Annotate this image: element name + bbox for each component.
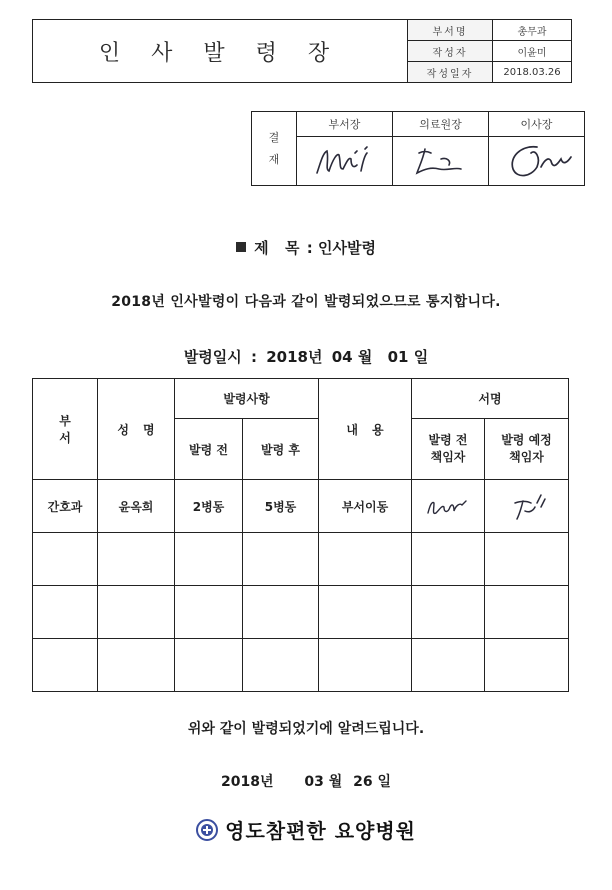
header-sig-before bbox=[412, 419, 485, 480]
effective-month: 04 bbox=[331, 348, 353, 366]
signature-chairman-mark bbox=[491, 139, 583, 183]
row1-content: 부서이동 bbox=[319, 480, 412, 533]
row1-dept: 간호과 bbox=[33, 480, 98, 533]
row2-after bbox=[243, 533, 319, 586]
document-title: 인 사 발 령 장 bbox=[98, 40, 342, 66]
effective-date-line bbox=[0, 346, 612, 367]
approval-heading-top: 결 bbox=[268, 130, 280, 144]
signature-dept-head bbox=[297, 137, 393, 186]
row4-dept bbox=[33, 639, 98, 692]
subject-value: 인사발령 bbox=[317, 239, 376, 257]
header-sig-after-line2: 책임자 bbox=[509, 450, 544, 464]
notice-text: 2018년 인사발령이 다음과 같이 발령되었으므로 통지합니다. bbox=[111, 294, 501, 310]
row2-content bbox=[319, 533, 412, 586]
meta-label-author: 작성자 bbox=[408, 41, 493, 62]
hospital-logo-icon bbox=[196, 819, 218, 841]
personnel-order-table bbox=[32, 378, 569, 692]
header-content: 내용 bbox=[319, 379, 412, 480]
row1-before: 2병동 bbox=[175, 480, 243, 533]
approval-role-dept-head: 부서장 bbox=[297, 112, 393, 137]
row1-sig-after bbox=[485, 480, 569, 533]
row4-sig-before bbox=[412, 639, 485, 692]
meta-label-dept: 부서명 bbox=[408, 20, 493, 41]
issued-date-line bbox=[0, 771, 612, 791]
signature-director-mark bbox=[401, 139, 481, 183]
row4-name bbox=[98, 639, 175, 692]
approval-heading bbox=[252, 112, 297, 186]
document-header bbox=[32, 19, 572, 83]
header-name: 성명 bbox=[98, 379, 175, 480]
signature-dept-head-mark bbox=[305, 139, 385, 183]
hospital-name: 영도참편한 요양병원 bbox=[225, 819, 416, 843]
meta-label-date: 작성일자 bbox=[408, 62, 493, 83]
row4-after bbox=[243, 639, 319, 692]
row2-sig-before bbox=[412, 533, 485, 586]
row3-dept bbox=[33, 586, 98, 639]
header-order: 발령사항 bbox=[175, 379, 319, 419]
row2-dept bbox=[33, 533, 98, 586]
header-sig-after-line1: 발령 예정 bbox=[501, 433, 552, 447]
meta-value-date: 2018.03.26 bbox=[493, 62, 572, 83]
effective-year: 2018년 bbox=[266, 348, 323, 366]
issued-day: 26 bbox=[353, 774, 373, 790]
closing-text: 위와 같이 발령되었기에 알려드립니다. bbox=[187, 721, 425, 737]
issued-day-unit: 일 bbox=[377, 774, 392, 790]
effective-date-separator: : bbox=[251, 348, 258, 366]
row1-name: 윤옥희 bbox=[98, 480, 175, 533]
header-sig-after bbox=[485, 419, 569, 480]
row3-after bbox=[243, 586, 319, 639]
header-dept: 부서 bbox=[33, 379, 98, 480]
issued-year: 2018년 bbox=[220, 774, 274, 790]
meta-value-dept: 총무과 bbox=[493, 20, 572, 41]
row1-signature-before-mark bbox=[418, 489, 478, 523]
row4-before bbox=[175, 639, 243, 692]
issued-month-unit: 월 bbox=[328, 774, 343, 790]
table-row bbox=[33, 480, 569, 533]
approval-box bbox=[251, 111, 585, 186]
row2-name bbox=[98, 533, 175, 586]
header-sig-before-line1: 발령 전 bbox=[428, 433, 468, 447]
signature-chairman bbox=[489, 137, 585, 186]
row3-sig-before bbox=[412, 586, 485, 639]
table-row bbox=[33, 533, 569, 586]
row2-sig-after bbox=[485, 533, 569, 586]
issued-month: 03 bbox=[304, 774, 324, 790]
row4-content bbox=[319, 639, 412, 692]
meta-value-author: 이윤미 bbox=[493, 41, 572, 62]
header-sig-before-line2: 책임자 bbox=[430, 450, 466, 464]
row3-before bbox=[175, 586, 243, 639]
approval-heading-bottom: 재 bbox=[268, 152, 280, 166]
row1-signature-after-mark bbox=[497, 489, 557, 523]
effective-day-unit: 일 bbox=[413, 348, 429, 366]
row2-before bbox=[175, 533, 243, 586]
title-cell bbox=[33, 20, 408, 83]
row3-name bbox=[98, 586, 175, 639]
effective-date-label: 발령일시 bbox=[183, 348, 242, 366]
row1-sig-before bbox=[412, 480, 485, 533]
effective-day: 01 bbox=[387, 348, 409, 366]
effective-month-unit: 월 bbox=[357, 348, 373, 366]
row4-sig-after bbox=[485, 639, 569, 692]
header-after: 발령 후 bbox=[243, 419, 319, 480]
subject-line bbox=[0, 237, 612, 258]
subject-separator: : bbox=[306, 239, 313, 257]
header-before: 발령 전 bbox=[175, 419, 243, 480]
row3-sig-after bbox=[485, 586, 569, 639]
approval-role-director: 의료원장 bbox=[393, 112, 489, 137]
approval-role-chairman: 이사장 bbox=[489, 112, 585, 137]
row3-content bbox=[319, 586, 412, 639]
hospital-footer bbox=[0, 815, 612, 844]
table-row bbox=[33, 639, 569, 692]
signature-director bbox=[393, 137, 489, 186]
square-bullet-icon bbox=[236, 242, 246, 252]
row1-after: 5병동 bbox=[243, 480, 319, 533]
subject-label: 제 목 bbox=[254, 239, 302, 257]
header-signature: 서명 bbox=[412, 379, 569, 419]
table-row bbox=[33, 586, 569, 639]
